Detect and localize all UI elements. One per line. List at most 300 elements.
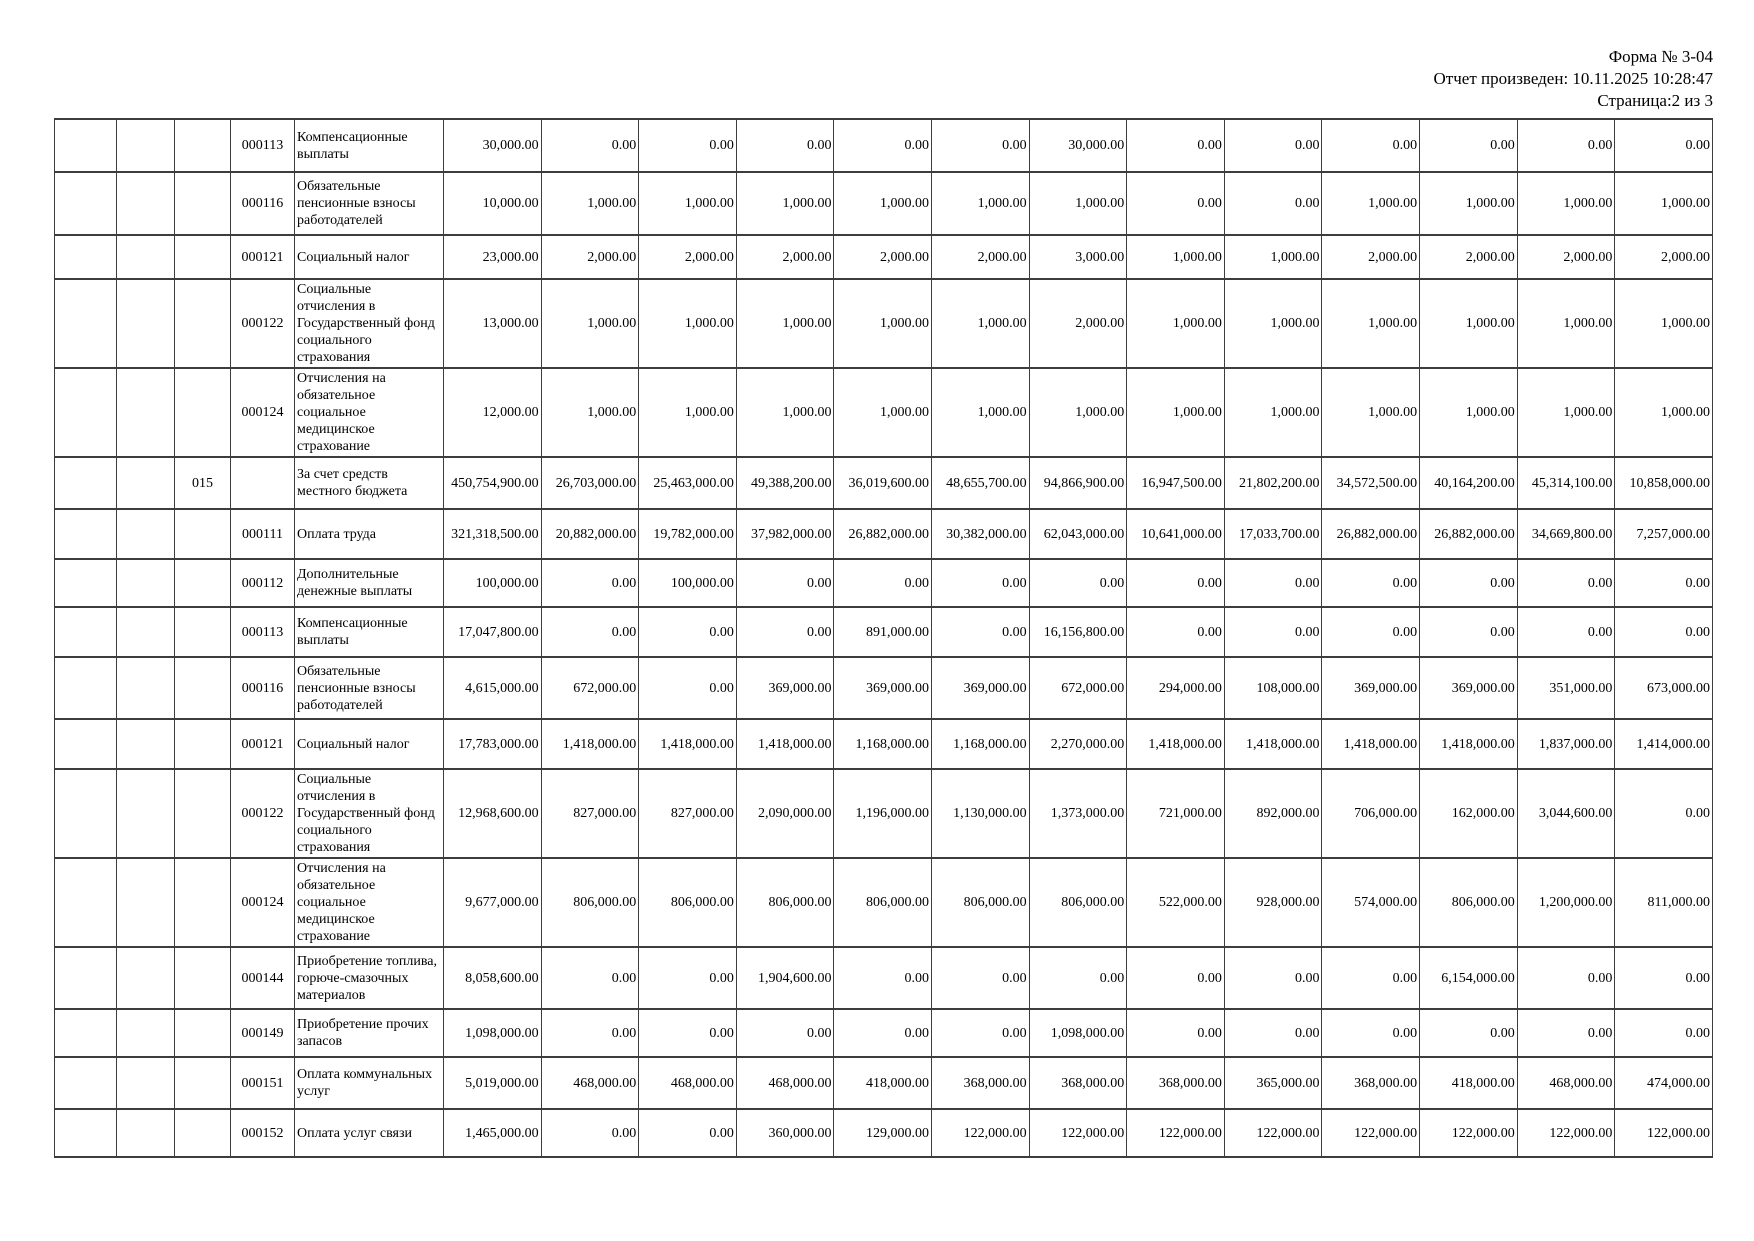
cell-amount: 351,000.00 bbox=[1517, 657, 1615, 719]
cell-amount: 0.00 bbox=[736, 559, 834, 607]
cell-amount: 26,882,000.00 bbox=[1420, 509, 1518, 559]
cell-amount: 928,000.00 bbox=[1224, 858, 1322, 947]
cell-amount: 122,000.00 bbox=[1029, 1109, 1127, 1157]
table-row bbox=[55, 1109, 1713, 1157]
cell-expense-name: Компенсационные выплаты bbox=[295, 607, 444, 657]
cell-col1 bbox=[55, 607, 117, 657]
cell-program-code bbox=[175, 119, 231, 172]
cell-program-code bbox=[175, 858, 231, 947]
cell-budget-spec-code: 000149 bbox=[231, 1009, 295, 1057]
cell-amount: 3,000.00 bbox=[1029, 235, 1127, 279]
form-number: Форма № 3-04 bbox=[1608, 47, 1713, 66]
table-row bbox=[55, 457, 1713, 509]
cell-budget-spec-code: 000112 bbox=[231, 559, 295, 607]
cell-amount: 2,000.00 bbox=[932, 235, 1030, 279]
cell-amount: 1,418,000.00 bbox=[1420, 719, 1518, 769]
cell-amount: 1,418,000.00 bbox=[541, 719, 639, 769]
cell-amount: 0.00 bbox=[541, 947, 639, 1009]
cell-col2 bbox=[117, 457, 175, 509]
cell-amount: 474,000.00 bbox=[1615, 1057, 1713, 1109]
cell-amount: 0.00 bbox=[639, 947, 737, 1009]
report-generated-timestamp: Отчет произведен: 10.11.2025 10:28:47 bbox=[1433, 69, 1713, 88]
cell-col2 bbox=[117, 119, 175, 172]
cell-amount: 418,000.00 bbox=[834, 1057, 932, 1109]
table-row bbox=[55, 657, 1713, 719]
cell-amount: 360,000.00 bbox=[736, 1109, 834, 1157]
cell-amount: 2,270,000.00 bbox=[1029, 719, 1127, 769]
cell-amount: 0.00 bbox=[639, 1009, 737, 1057]
cell-amount: 30,382,000.00 bbox=[932, 509, 1030, 559]
cell-amount: 0.00 bbox=[1517, 119, 1615, 172]
cell-amount: 1,200,000.00 bbox=[1517, 858, 1615, 947]
cell-budget-spec-code: 000122 bbox=[231, 279, 295, 368]
cell-amount: 0.00 bbox=[1615, 769, 1713, 858]
cell-amount: 122,000.00 bbox=[1127, 1109, 1225, 1157]
cell-col2 bbox=[117, 947, 175, 1009]
cell-amount: 0.00 bbox=[541, 119, 639, 172]
cell-amount: 23,000.00 bbox=[444, 235, 542, 279]
cell-amount: 108,000.00 bbox=[1224, 657, 1322, 719]
cell-amount: 6,154,000.00 bbox=[1420, 947, 1518, 1009]
cell-expense-name: Компенсационные выплаты bbox=[295, 119, 444, 172]
cell-amount: 1,000.00 bbox=[1615, 368, 1713, 457]
cell-amount: 0.00 bbox=[736, 119, 834, 172]
cell-amount: 0.00 bbox=[1224, 172, 1322, 235]
cell-col2 bbox=[117, 559, 175, 607]
cell-budget-spec-code: 000124 bbox=[231, 858, 295, 947]
cell-amount: 100,000.00 bbox=[639, 559, 737, 607]
cell-amount: 0.00 bbox=[834, 1009, 932, 1057]
cell-amount: 0.00 bbox=[932, 119, 1030, 172]
table-row bbox=[55, 559, 1713, 607]
cell-amount: 36,019,600.00 bbox=[834, 457, 932, 509]
cell-col1 bbox=[55, 769, 117, 858]
cell-amount: 0.00 bbox=[541, 1009, 639, 1057]
cell-amount: 48,655,700.00 bbox=[932, 457, 1030, 509]
cell-amount: 368,000.00 bbox=[1322, 1057, 1420, 1109]
cell-col2 bbox=[117, 607, 175, 657]
page-indicator: Страница:2 из 3 bbox=[1597, 91, 1713, 110]
cell-col2 bbox=[117, 719, 175, 769]
cell-amount: 0.00 bbox=[1224, 1009, 1322, 1057]
cell-amount: 1,904,600.00 bbox=[736, 947, 834, 1009]
cell-amount: 0.00 bbox=[1029, 947, 1127, 1009]
cell-amount: 892,000.00 bbox=[1224, 769, 1322, 858]
cell-expense-name: Приобретение топлива, горюче-смазочных материалов bbox=[295, 947, 444, 1009]
cell-amount: 1,000.00 bbox=[1615, 172, 1713, 235]
cell-budget-spec-code: 000116 bbox=[231, 172, 295, 235]
cell-amount: 0.00 bbox=[1224, 119, 1322, 172]
cell-amount: 122,000.00 bbox=[1517, 1109, 1615, 1157]
cell-col2 bbox=[117, 509, 175, 559]
cell-amount: 1,465,000.00 bbox=[444, 1109, 542, 1157]
cell-col1 bbox=[55, 719, 117, 769]
cell-amount: 49,388,200.00 bbox=[736, 457, 834, 509]
cell-amount: 30,000.00 bbox=[444, 119, 542, 172]
cell-amount: 1,418,000.00 bbox=[1224, 719, 1322, 769]
cell-amount: 0.00 bbox=[736, 607, 834, 657]
cell-budget-spec-code: 000121 bbox=[231, 235, 295, 279]
cell-amount: 811,000.00 bbox=[1615, 858, 1713, 947]
cell-amount: 1,000.00 bbox=[932, 368, 1030, 457]
cell-amount: 2,000.00 bbox=[834, 235, 932, 279]
cell-amount: 2,000.00 bbox=[1615, 235, 1713, 279]
cell-amount: 10,641,000.00 bbox=[1127, 509, 1225, 559]
cell-amount: 1,168,000.00 bbox=[834, 719, 932, 769]
table-row bbox=[55, 235, 1713, 279]
cell-amount: 0.00 bbox=[1224, 607, 1322, 657]
cell-col1 bbox=[55, 657, 117, 719]
cell-expense-name: Обязательные пенсионные взносы работодателей bbox=[295, 657, 444, 719]
cell-amount: 1,000.00 bbox=[1517, 172, 1615, 235]
cell-amount: 806,000.00 bbox=[1420, 858, 1518, 947]
cell-amount: 17,033,700.00 bbox=[1224, 509, 1322, 559]
cell-amount: 13,000.00 bbox=[444, 279, 542, 368]
cell-amount: 1,000.00 bbox=[1517, 368, 1615, 457]
cell-col2 bbox=[117, 235, 175, 279]
cell-col1 bbox=[55, 1057, 117, 1109]
cell-amount: 0.00 bbox=[834, 119, 932, 172]
table-row bbox=[55, 719, 1713, 769]
cell-amount: 1,000.00 bbox=[834, 172, 932, 235]
cell-expense-name: Социальный налог bbox=[295, 719, 444, 769]
cell-amount: 1,000.00 bbox=[1127, 368, 1225, 457]
cell-budget-spec-code: 000151 bbox=[231, 1057, 295, 1109]
cell-amount: 0.00 bbox=[541, 1109, 639, 1157]
cell-expense-name: Приобретение прочих запасов bbox=[295, 1009, 444, 1057]
cell-program-code bbox=[175, 769, 231, 858]
cell-amount: 1,000.00 bbox=[1029, 368, 1127, 457]
cell-amount: 17,047,800.00 bbox=[444, 607, 542, 657]
cell-amount: 16,156,800.00 bbox=[1029, 607, 1127, 657]
cell-amount: 806,000.00 bbox=[1029, 858, 1127, 947]
table-row bbox=[55, 1009, 1713, 1057]
cell-budget-spec-code: 000122 bbox=[231, 769, 295, 858]
cell-program-code bbox=[175, 279, 231, 368]
cell-col2 bbox=[117, 858, 175, 947]
cell-amount: 806,000.00 bbox=[834, 858, 932, 947]
cell-amount: 1,000.00 bbox=[736, 279, 834, 368]
cell-amount: 1,000.00 bbox=[736, 172, 834, 235]
cell-amount: 1,000.00 bbox=[1224, 235, 1322, 279]
cell-amount: 369,000.00 bbox=[834, 657, 932, 719]
cell-amount: 369,000.00 bbox=[1420, 657, 1518, 719]
cell-amount: 0.00 bbox=[1615, 947, 1713, 1009]
cell-amount: 122,000.00 bbox=[932, 1109, 1030, 1157]
cell-program-code bbox=[175, 719, 231, 769]
cell-amount: 1,837,000.00 bbox=[1517, 719, 1615, 769]
cell-amount: 1,000.00 bbox=[639, 172, 737, 235]
cell-amount: 0.00 bbox=[1420, 1009, 1518, 1057]
cell-amount: 0.00 bbox=[1224, 559, 1322, 607]
cell-program-code bbox=[175, 1009, 231, 1057]
cell-amount: 4,615,000.00 bbox=[444, 657, 542, 719]
cell-expense-name: Отчисления на обязательное социальное медицинское страхование bbox=[295, 858, 444, 947]
table-row bbox=[55, 1057, 1713, 1109]
cell-amount: 1,418,000.00 bbox=[639, 719, 737, 769]
cell-amount: 0.00 bbox=[736, 1009, 834, 1057]
cell-amount: 468,000.00 bbox=[736, 1057, 834, 1109]
cell-amount: 369,000.00 bbox=[1322, 657, 1420, 719]
cell-col2 bbox=[117, 172, 175, 235]
cell-program-code bbox=[175, 559, 231, 607]
cell-expense-name: За счет средств местного бюджета bbox=[295, 457, 444, 509]
cell-amount: 0.00 bbox=[1615, 607, 1713, 657]
cell-amount: 1,000.00 bbox=[1322, 279, 1420, 368]
cell-amount: 0.00 bbox=[1420, 119, 1518, 172]
cell-amount: 94,866,900.00 bbox=[1029, 457, 1127, 509]
cell-amount: 368,000.00 bbox=[932, 1057, 1030, 1109]
cell-amount: 0.00 bbox=[1322, 607, 1420, 657]
cell-amount: 26,882,000.00 bbox=[1322, 509, 1420, 559]
cell-amount: 162,000.00 bbox=[1420, 769, 1518, 858]
cell-expense-name: Отчисления на обязательное социальное медицинское страхование bbox=[295, 368, 444, 457]
cell-amount: 0.00 bbox=[1322, 1009, 1420, 1057]
cell-col2 bbox=[117, 1009, 175, 1057]
cell-amount: 129,000.00 bbox=[834, 1109, 932, 1157]
cell-amount: 17,783,000.00 bbox=[444, 719, 542, 769]
cell-amount: 62,043,000.00 bbox=[1029, 509, 1127, 559]
cell-amount: 19,782,000.00 bbox=[639, 509, 737, 559]
cell-amount: 10,000.00 bbox=[444, 172, 542, 235]
cell-amount: 122,000.00 bbox=[1224, 1109, 1322, 1157]
cell-amount: 0.00 bbox=[932, 947, 1030, 1009]
cell-amount: 0.00 bbox=[639, 1109, 737, 1157]
cell-col2 bbox=[117, 657, 175, 719]
cell-amount: 1,418,000.00 bbox=[1322, 719, 1420, 769]
cell-budget-spec-code bbox=[231, 457, 295, 509]
cell-budget-spec-code: 000124 bbox=[231, 368, 295, 457]
cell-expense-name: Социальные отчисления в Государственный фонд социального страхования bbox=[295, 279, 444, 368]
cell-amount: 0.00 bbox=[639, 607, 737, 657]
cell-amount: 1,000.00 bbox=[932, 279, 1030, 368]
cell-amount: 0.00 bbox=[1127, 1009, 1225, 1057]
cell-amount: 1,000.00 bbox=[1029, 172, 1127, 235]
cell-amount: 2,000.00 bbox=[639, 235, 737, 279]
cell-amount: 806,000.00 bbox=[639, 858, 737, 947]
cell-amount: 20,882,000.00 bbox=[541, 509, 639, 559]
cell-amount: 122,000.00 bbox=[1615, 1109, 1713, 1157]
cell-amount: 1,000.00 bbox=[1224, 368, 1322, 457]
cell-amount: 0.00 bbox=[932, 559, 1030, 607]
cell-col2 bbox=[117, 1057, 175, 1109]
cell-amount: 5,019,000.00 bbox=[444, 1057, 542, 1109]
cell-col1 bbox=[55, 457, 117, 509]
cell-amount: 16,947,500.00 bbox=[1127, 457, 1225, 509]
cell-amount: 827,000.00 bbox=[541, 769, 639, 858]
cell-amount: 0.00 bbox=[1322, 119, 1420, 172]
cell-col1 bbox=[55, 119, 117, 172]
cell-amount: 0.00 bbox=[1029, 559, 1127, 607]
cell-col1 bbox=[55, 1109, 117, 1157]
cell-expense-name: Оплата услуг связи bbox=[295, 1109, 444, 1157]
cell-amount: 1,000.00 bbox=[1322, 368, 1420, 457]
table-row bbox=[55, 279, 1713, 368]
cell-amount: 7,257,000.00 bbox=[1615, 509, 1713, 559]
cell-program-code bbox=[175, 607, 231, 657]
cell-amount: 12,000.00 bbox=[444, 368, 542, 457]
cell-amount: 1,000.00 bbox=[1420, 279, 1518, 368]
cell-amount: 1,418,000.00 bbox=[736, 719, 834, 769]
cell-amount: 672,000.00 bbox=[541, 657, 639, 719]
cell-amount: 1,000.00 bbox=[639, 279, 737, 368]
cell-amount: 2,000.00 bbox=[736, 235, 834, 279]
cell-col1 bbox=[55, 858, 117, 947]
cell-amount: 1,000.00 bbox=[1420, 368, 1518, 457]
cell-amount: 522,000.00 bbox=[1127, 858, 1225, 947]
table-row bbox=[55, 769, 1713, 858]
cell-budget-spec-code: 000111 bbox=[231, 509, 295, 559]
cell-amount: 0.00 bbox=[1517, 947, 1615, 1009]
cell-amount: 450,754,900.00 bbox=[444, 457, 542, 509]
cell-amount: 2,000.00 bbox=[541, 235, 639, 279]
cell-amount: 0.00 bbox=[639, 119, 737, 172]
cell-amount: 1,000.00 bbox=[639, 368, 737, 457]
cell-amount: 0.00 bbox=[1517, 1009, 1615, 1057]
cell-amount: 1,000.00 bbox=[541, 368, 639, 457]
cell-amount: 122,000.00 bbox=[1322, 1109, 1420, 1157]
cell-amount: 806,000.00 bbox=[932, 858, 1030, 947]
table-row bbox=[55, 119, 1713, 172]
cell-amount: 468,000.00 bbox=[1517, 1057, 1615, 1109]
cell-amount: 26,882,000.00 bbox=[834, 509, 932, 559]
cell-amount: 1,168,000.00 bbox=[932, 719, 1030, 769]
table-row bbox=[55, 858, 1713, 947]
cell-amount: 1,373,000.00 bbox=[1029, 769, 1127, 858]
cell-amount: 1,000.00 bbox=[834, 368, 932, 457]
cell-amount: 0.00 bbox=[1322, 947, 1420, 1009]
cell-budget-spec-code: 000144 bbox=[231, 947, 295, 1009]
cell-amount: 30,000.00 bbox=[1029, 119, 1127, 172]
cell-amount: 672,000.00 bbox=[1029, 657, 1127, 719]
cell-amount: 468,000.00 bbox=[639, 1057, 737, 1109]
cell-col1 bbox=[55, 509, 117, 559]
table-row bbox=[55, 368, 1713, 457]
cell-amount: 1,000.00 bbox=[1615, 279, 1713, 368]
cell-amount: 1,414,000.00 bbox=[1615, 719, 1713, 769]
cell-amount: 25,463,000.00 bbox=[639, 457, 737, 509]
cell-amount: 0.00 bbox=[1127, 607, 1225, 657]
cell-col1 bbox=[55, 279, 117, 368]
cell-col1 bbox=[55, 947, 117, 1009]
cell-amount: 369,000.00 bbox=[932, 657, 1030, 719]
cell-amount: 574,000.00 bbox=[1322, 858, 1420, 947]
cell-amount: 1,000.00 bbox=[736, 368, 834, 457]
cell-program-code bbox=[175, 1109, 231, 1157]
cell-amount: 2,000.00 bbox=[1029, 279, 1127, 368]
cell-budget-spec-code: 000113 bbox=[231, 119, 295, 172]
cell-program-code bbox=[175, 657, 231, 719]
cell-amount: 34,572,500.00 bbox=[1322, 457, 1420, 509]
table-row bbox=[55, 509, 1713, 559]
cell-amount: 0.00 bbox=[932, 1009, 1030, 1057]
cell-amount: 721,000.00 bbox=[1127, 769, 1225, 858]
cell-amount: 2,000.00 bbox=[1420, 235, 1518, 279]
cell-amount: 0.00 bbox=[639, 657, 737, 719]
cell-amount: 0.00 bbox=[541, 607, 639, 657]
cell-amount: 0.00 bbox=[1615, 119, 1713, 172]
cell-amount: 0.00 bbox=[1420, 559, 1518, 607]
cell-amount: 806,000.00 bbox=[736, 858, 834, 947]
cell-amount: 12,968,600.00 bbox=[444, 769, 542, 858]
cell-col2 bbox=[117, 368, 175, 457]
cell-amount: 1,000.00 bbox=[1517, 279, 1615, 368]
table-row bbox=[55, 607, 1713, 657]
cell-amount: 8,058,600.00 bbox=[444, 947, 542, 1009]
cell-amount: 37,982,000.00 bbox=[736, 509, 834, 559]
cell-amount: 368,000.00 bbox=[1127, 1057, 1225, 1109]
cell-amount: 418,000.00 bbox=[1420, 1057, 1518, 1109]
cell-col2 bbox=[117, 769, 175, 858]
cell-amount: 45,314,100.00 bbox=[1517, 457, 1615, 509]
cell-col1 bbox=[55, 235, 117, 279]
cell-col1 bbox=[55, 1009, 117, 1057]
cell-amount: 2,000.00 bbox=[1322, 235, 1420, 279]
cell-amount: 122,000.00 bbox=[1420, 1109, 1518, 1157]
cell-amount: 1,000.00 bbox=[1224, 279, 1322, 368]
cell-amount: 1,000.00 bbox=[932, 172, 1030, 235]
cell-expense-name: Социальные отчисления в Государственный фонд социального страхования bbox=[295, 769, 444, 858]
cell-col1 bbox=[55, 172, 117, 235]
cell-expense-name: Дополнительные денежные выплаты bbox=[295, 559, 444, 607]
cell-program-code bbox=[175, 509, 231, 559]
cell-amount: 1,000.00 bbox=[1127, 279, 1225, 368]
cell-amount: 0.00 bbox=[1615, 559, 1713, 607]
cell-amount: 369,000.00 bbox=[736, 657, 834, 719]
cell-amount: 1,130,000.00 bbox=[932, 769, 1030, 858]
cell-amount: 0.00 bbox=[1517, 559, 1615, 607]
cell-expense-name: Обязательные пенсионные взносы работодателей bbox=[295, 172, 444, 235]
cell-amount: 706,000.00 bbox=[1322, 769, 1420, 858]
cell-budget-spec-code: 000116 bbox=[231, 657, 295, 719]
cell-expense-name: Социальный налог bbox=[295, 235, 444, 279]
cell-amount: 321,318,500.00 bbox=[444, 509, 542, 559]
cell-amount: 1,418,000.00 bbox=[1127, 719, 1225, 769]
cell-amount: 1,098,000.00 bbox=[1029, 1009, 1127, 1057]
cell-amount: 0.00 bbox=[1127, 172, 1225, 235]
cell-amount: 26,703,000.00 bbox=[541, 457, 639, 509]
cell-col1 bbox=[55, 368, 117, 457]
cell-amount: 806,000.00 bbox=[541, 858, 639, 947]
cell-amount: 891,000.00 bbox=[834, 607, 932, 657]
cell-program-code bbox=[175, 368, 231, 457]
cell-amount: 3,044,600.00 bbox=[1517, 769, 1615, 858]
cell-amount: 1,196,000.00 bbox=[834, 769, 932, 858]
budget-table bbox=[54, 118, 1713, 1158]
cell-program-code bbox=[175, 172, 231, 235]
cell-amount: 0.00 bbox=[1224, 947, 1322, 1009]
cell-amount: 0.00 bbox=[834, 947, 932, 1009]
cell-amount: 0.00 bbox=[932, 607, 1030, 657]
cell-amount: 34,669,800.00 bbox=[1517, 509, 1615, 559]
cell-amount: 100,000.00 bbox=[444, 559, 542, 607]
cell-amount: 21,802,200.00 bbox=[1224, 457, 1322, 509]
cell-expense-name: Оплата труда bbox=[295, 509, 444, 559]
cell-budget-spec-code: 000152 bbox=[231, 1109, 295, 1157]
cell-budget-spec-code: 000113 bbox=[231, 607, 295, 657]
cell-col1 bbox=[55, 559, 117, 607]
cell-amount: 0.00 bbox=[1127, 947, 1225, 1009]
cell-amount: 40,164,200.00 bbox=[1420, 457, 1518, 509]
cell-amount: 1,000.00 bbox=[541, 172, 639, 235]
cell-amount: 10,858,000.00 bbox=[1615, 457, 1713, 509]
cell-amount: 0.00 bbox=[1615, 1009, 1713, 1057]
cell-amount: 294,000.00 bbox=[1127, 657, 1225, 719]
cell-amount: 827,000.00 bbox=[639, 769, 737, 858]
cell-amount: 0.00 bbox=[1420, 607, 1518, 657]
cell-amount: 2,090,000.00 bbox=[736, 769, 834, 858]
table-row bbox=[55, 947, 1713, 1009]
